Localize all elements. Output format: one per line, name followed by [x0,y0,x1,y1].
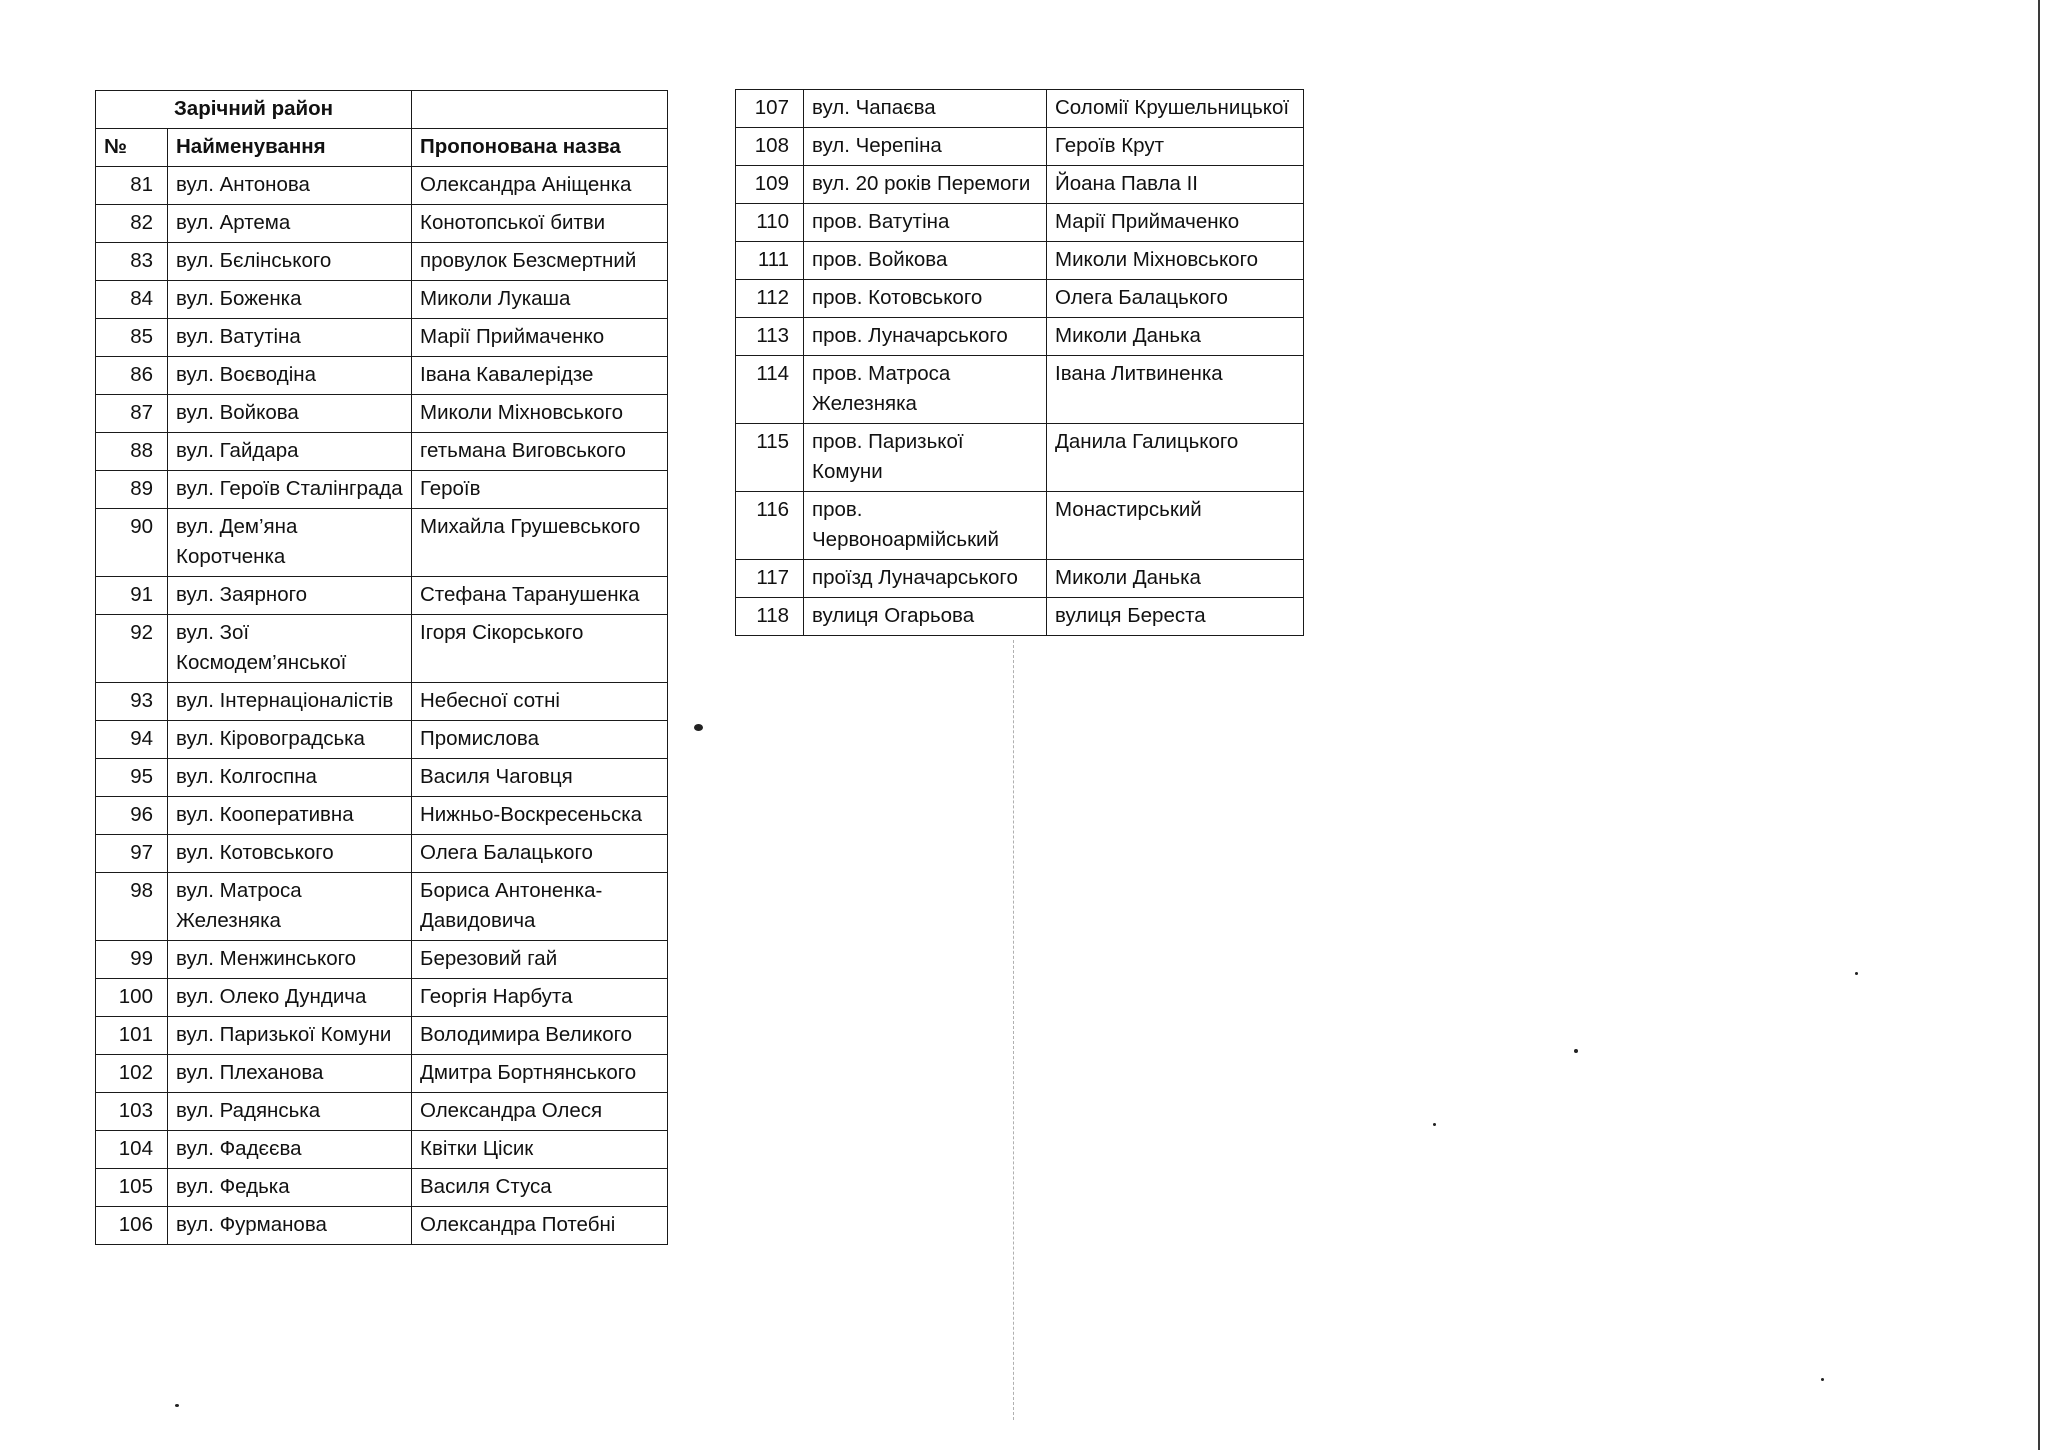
current-street-name: вул. Кіровоградська [168,721,412,759]
proposed-street-name: Монастирський [1047,492,1304,560]
row-number: 83 [96,243,168,281]
row-number: 90 [96,509,168,577]
proposed-street-name: Марії Приймаченко [412,319,668,357]
scan-speck [1855,972,1858,975]
header-number: № [96,129,168,167]
row-number: 93 [96,683,168,721]
current-street-name: вул. Черепіна [804,128,1047,166]
proposed-street-name: Івана Литвиненка [1047,356,1304,424]
table-row [96,979,668,1017]
row-number: 109 [736,166,804,204]
table-row [736,560,1304,598]
table-row [96,167,668,205]
row-number: 112 [736,280,804,318]
current-street-name: пров. Котовського [804,280,1047,318]
current-street-name: вул. Котовського [168,835,412,873]
table-row [96,1131,668,1169]
district-title: Зарічний район [96,91,412,129]
scan-speck [175,1404,179,1407]
table-row [736,280,1304,318]
scan-speck [1574,1049,1578,1053]
scan-edge-line [2038,0,2040,1450]
proposed-street-name: Данила Галицького [1047,424,1304,492]
current-street-name: вул. Артема [168,205,412,243]
row-number: 102 [96,1055,168,1093]
current-street-name: вул. Гайдара [168,433,412,471]
proposed-street-name: Володимира Великого [412,1017,668,1055]
row-number: 86 [96,357,168,395]
table-row [736,242,1304,280]
current-street-name: вул. Антонова [168,167,412,205]
row-number: 113 [736,318,804,356]
proposed-street-name: Олега Балацького [412,835,668,873]
row-number: 99 [96,941,168,979]
proposed-street-name: Олександра Аніщенка [412,167,668,205]
proposed-street-name: Миколи Міхновського [1047,242,1304,280]
table-row [96,1169,668,1207]
proposed-street-name: Героїв [412,471,668,509]
current-street-name: вул. Бєлінського [168,243,412,281]
row-number: 95 [96,759,168,797]
row-number: 84 [96,281,168,319]
current-street-name: вул. Боженка [168,281,412,319]
proposed-street-name: Марії Приймаченко [1047,204,1304,242]
row-number: 85 [96,319,168,357]
proposed-street-name: Дмитра Бортнянського [412,1055,668,1093]
row-number: 104 [96,1131,168,1169]
empty-header-cell [412,91,668,129]
proposed-street-name: Миколи Данька [1047,560,1304,598]
table-row [96,395,668,433]
proposed-street-name: Квітки Цісик [412,1131,668,1169]
proposed-street-name: Героїв Крут [1047,128,1304,166]
current-street-name: вул. Матроса Железняка [168,873,412,941]
current-street-name: пров. Матроса Железняка [804,356,1047,424]
proposed-street-name: Березовий гай [412,941,668,979]
row-number: 91 [96,577,168,615]
scan-speck [694,724,703,731]
district-title-row [96,91,668,129]
row-number: 118 [736,598,804,636]
left-street-table [95,90,668,1245]
current-street-name: пров. Червоноармійський [804,492,1047,560]
table-row [96,759,668,797]
table-row [96,1055,668,1093]
row-number: 94 [96,721,168,759]
current-street-name: вул. Паризької Комуни [168,1017,412,1055]
table-row [96,577,668,615]
current-street-name: проїзд Луначарського [804,560,1047,598]
row-number: 87 [96,395,168,433]
proposed-street-name: Василя Стуса [412,1169,668,1207]
table-row [96,281,668,319]
header-name: Найменування [168,129,412,167]
scan-speck [1433,1123,1436,1126]
current-street-name: вул. Дем’яна Коротченка [168,509,412,577]
proposed-street-name: Миколи Лукаша [412,281,668,319]
proposed-street-name: Миколи Данька [1047,318,1304,356]
proposed-street-name: Михайла Грушевського [412,509,668,577]
table-row [96,835,668,873]
proposed-street-name: Нижньо-Воскресеньска [412,797,668,835]
proposed-street-name: Промислова [412,721,668,759]
table-row [736,204,1304,242]
row-number: 115 [736,424,804,492]
proposed-street-name: гетьмана Виговського [412,433,668,471]
proposed-street-name: Соломії Крушельницької [1047,90,1304,128]
current-street-name: пров. Войкова [804,242,1047,280]
current-street-name: вул. Радянська [168,1093,412,1131]
table-row [96,941,668,979]
proposed-street-name: Олександра Олеся [412,1093,668,1131]
row-number: 116 [736,492,804,560]
row-number: 97 [96,835,168,873]
row-number: 89 [96,471,168,509]
proposed-street-name: Олега Балацького [1047,280,1304,318]
proposed-street-name: Олександра Потебні [412,1207,668,1245]
table-row [736,598,1304,636]
table-row [736,356,1304,424]
current-street-name: вул. Федька [168,1169,412,1207]
proposed-street-name: Івана Кавалерідзе [412,357,668,395]
proposed-street-name: Бориса Антоненка-Давидовича [412,873,668,941]
row-number: 98 [96,873,168,941]
current-street-name: вул. Плеханова [168,1055,412,1093]
table-row [96,433,668,471]
current-street-name: вул. 20 років Перемоги [804,166,1047,204]
row-number: 81 [96,167,168,205]
current-street-name: вул. Фурманова [168,1207,412,1245]
column-header-row [96,129,668,167]
current-street-name: вул. Героїв Сталінграда [168,471,412,509]
table-row [96,319,668,357]
proposed-street-name: Василя Чаговця [412,759,668,797]
right-street-table [735,89,1304,636]
row-number: 105 [96,1169,168,1207]
table-row [96,1093,668,1131]
table-row [736,90,1304,128]
row-number: 92 [96,615,168,683]
current-street-name: вул. Ватутіна [168,319,412,357]
proposed-street-name: Конотопської битви [412,205,668,243]
proposed-street-name: вулиця Береста [1047,598,1304,636]
row-number: 117 [736,560,804,598]
table-row [96,357,668,395]
table-row [736,318,1304,356]
table-row [96,1207,668,1245]
proposed-street-name: Стефана Таранушенка [412,577,668,615]
row-number: 101 [96,1017,168,1055]
current-street-name: вул. Воєводіна [168,357,412,395]
row-number: 110 [736,204,804,242]
table-row [96,683,668,721]
proposed-street-name: Георгія Нарбута [412,979,668,1017]
proposed-street-name: провулок Безсмертний [412,243,668,281]
table-row [736,128,1304,166]
table-row [96,471,668,509]
row-number: 114 [736,356,804,424]
table-row [96,873,668,941]
row-number: 82 [96,205,168,243]
table-row [96,509,668,577]
current-street-name: вул. Кооперативна [168,797,412,835]
current-street-name: вул. Інтернаціоналістів [168,683,412,721]
row-number: 111 [736,242,804,280]
row-number: 106 [96,1207,168,1245]
row-number: 100 [96,979,168,1017]
row-number: 107 [736,90,804,128]
proposed-street-name: Ігоря Сікорського [412,615,668,683]
current-street-name: вул. Колгоспна [168,759,412,797]
table-row [96,721,668,759]
current-street-name: пров. Ватутіна [804,204,1047,242]
current-street-name: вулиця Огарьова [804,598,1047,636]
scan-speck [1821,1378,1824,1381]
table-row [96,243,668,281]
current-street-name: вул. Зої Космодем’янської [168,615,412,683]
current-street-name: вул. Войкова [168,395,412,433]
table-row [96,615,668,683]
table-row [736,424,1304,492]
current-street-name: пров. Паризької Комуни [804,424,1047,492]
table-row [736,492,1304,560]
row-number: 88 [96,433,168,471]
current-street-name: вул. Фадєєва [168,1131,412,1169]
table-row [96,205,668,243]
row-number: 103 [96,1093,168,1131]
proposed-street-name: Небесної сотні [412,683,668,721]
proposed-street-name: Йоана Павла II [1047,166,1304,204]
scan-fold-line [1013,640,1014,1420]
row-number: 108 [736,128,804,166]
proposed-street-name: Миколи Міхновського [412,395,668,433]
table-row [96,1017,668,1055]
current-street-name: вул. Чапаєва [804,90,1047,128]
row-number: 96 [96,797,168,835]
current-street-name: вул. Заярного [168,577,412,615]
table-row [736,166,1304,204]
current-street-name: вул. Олеко Дундича [168,979,412,1017]
current-street-name: пров. Луначарського [804,318,1047,356]
current-street-name: вул. Менжинського [168,941,412,979]
header-proposed-name: Пропонована назва [412,129,668,167]
table-row [96,797,668,835]
